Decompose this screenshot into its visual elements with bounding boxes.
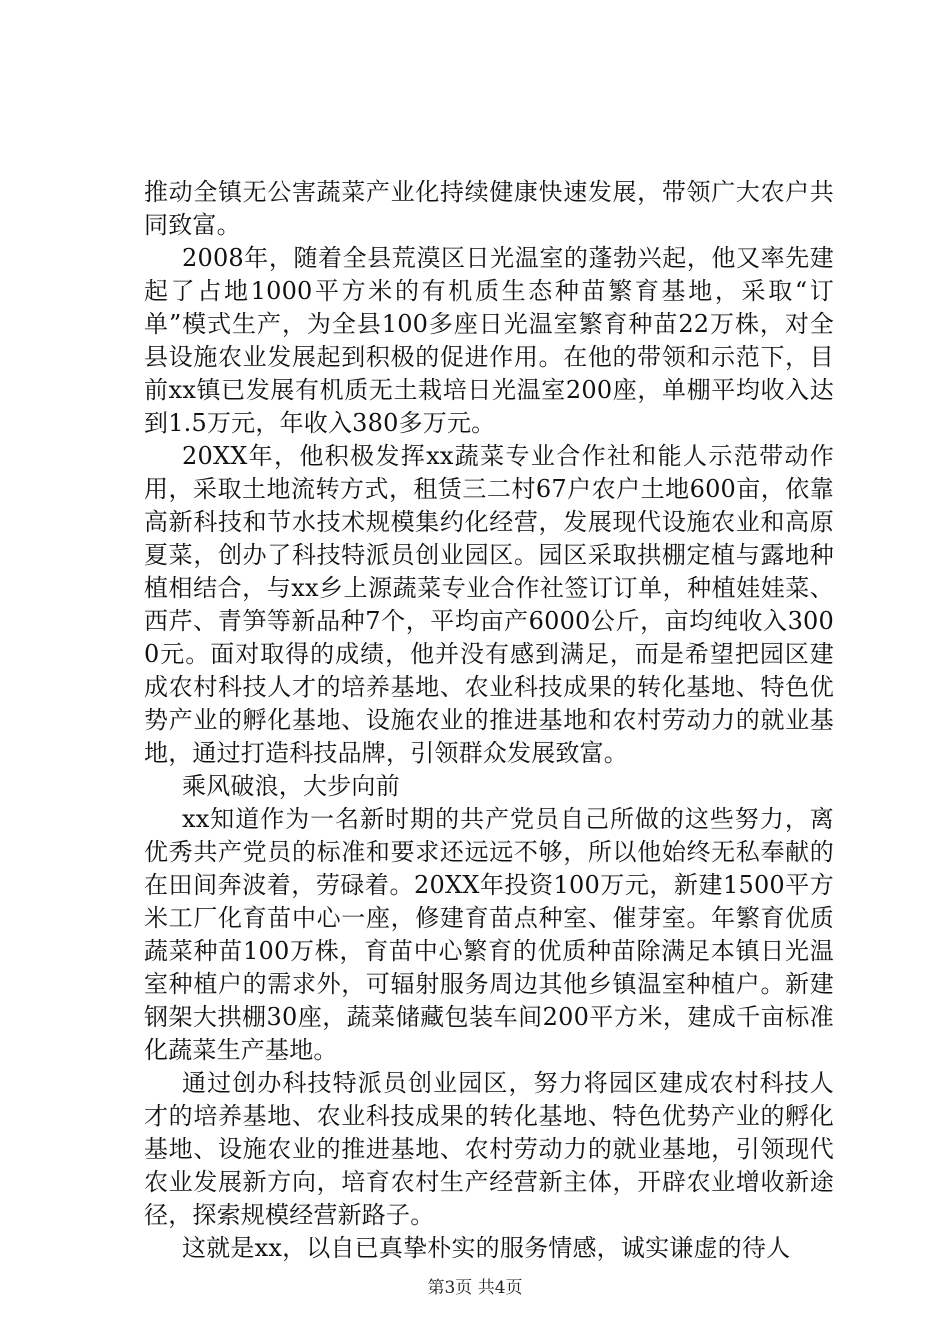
paragraph-closing: 这就是xx，以自已真挚朴实的服务情感，诚实谦虚的待人	[182, 1234, 791, 1262]
paragraph-2008-seedling-base: 2008年，随着全县荒漠区日光温室的蓬勃兴起，他又率先建起了占地1000平方米的有机质生态种苗繁育基地，采取“订单”模式生产，为全县100多座日光温室繁育种苗22万株，对全县设施农业发展起到积极的促进作用。在他的带领和示范下，目前xx镇已发展有机质无土栽培日光温室200座，单棚平均收入达到1.5万元，年收入380多万元。	[144, 244, 834, 437]
document-body	[144, 176, 834, 1265]
section-heading: 乘风破浪，大步向前	[182, 772, 400, 800]
page-number-footer: 第3页 共4页	[427, 1278, 523, 1298]
paragraph-seedling-center: xx知道作为一名新时期的共产党员自己所做的这些努力，离优秀共产党员的标准和要求还远远不够，所以他始终无私奉献的在田间奔波着，劳碌着。20XX年投资100万元，新建1500平方米工厂化育苗中心一座，修建育苗点种室、催芽室。年繁育优质蔬菜种苗100万株，育苗中心繁育的优质种苗除满足本镇日光温室种植户的需求外，可辐射服务周边其他乡镇温室种植户。新建钢架大拱棚30座，蔬菜储藏包装车间200平方米，建成千亩标准化蔬菜生产基地。	[144, 805, 834, 1064]
paragraph-continuation: 推动全镇无公害蔬菜产业化持续健康快速发展，带领广大农户共同致富。	[144, 178, 834, 239]
paragraph-park-goals: 通过创办科技特派员创业园区，努力将园区建成农村科技人才的培养基地、农业科技成果的转化基地、特色优势产业的孵化基地、设施农业的推进基地、农村劳动力的就业基地，引领现代农业发展新方向，培育农村生产经营新主体，开辟农业增收新途径，探索规模经营新路子。	[144, 1069, 834, 1229]
paragraph-20xx-cooperative: 20XX年，他积极发挥xx蔬菜专业合作社和能人示范带动作用，采取土地流转方式，租赁三二村67户农户土地600亩，依靠高新科技和节水技术规模集约化经营，发展现代设施农业和高原夏菜，创办了科技特派员创业园区。园区采取拱棚定植与露地种植相结合，与xx乡上源蔬菜专业合作社签订订单，种植娃娃菜、西芹、青笋等新品种7个，平均亩产6000公斤，亩均纯收入3000元。面对取得的成绩，他并没有感到满足，而是希望把园区建成农村科技人才的培养基地、农业科技成果的转化基地、特色优势产业的孵化基地、设施农业的推进基地和农村劳动力的就业基地，通过打造科技品牌，引领群众发展致富。	[144, 442, 834, 767]
